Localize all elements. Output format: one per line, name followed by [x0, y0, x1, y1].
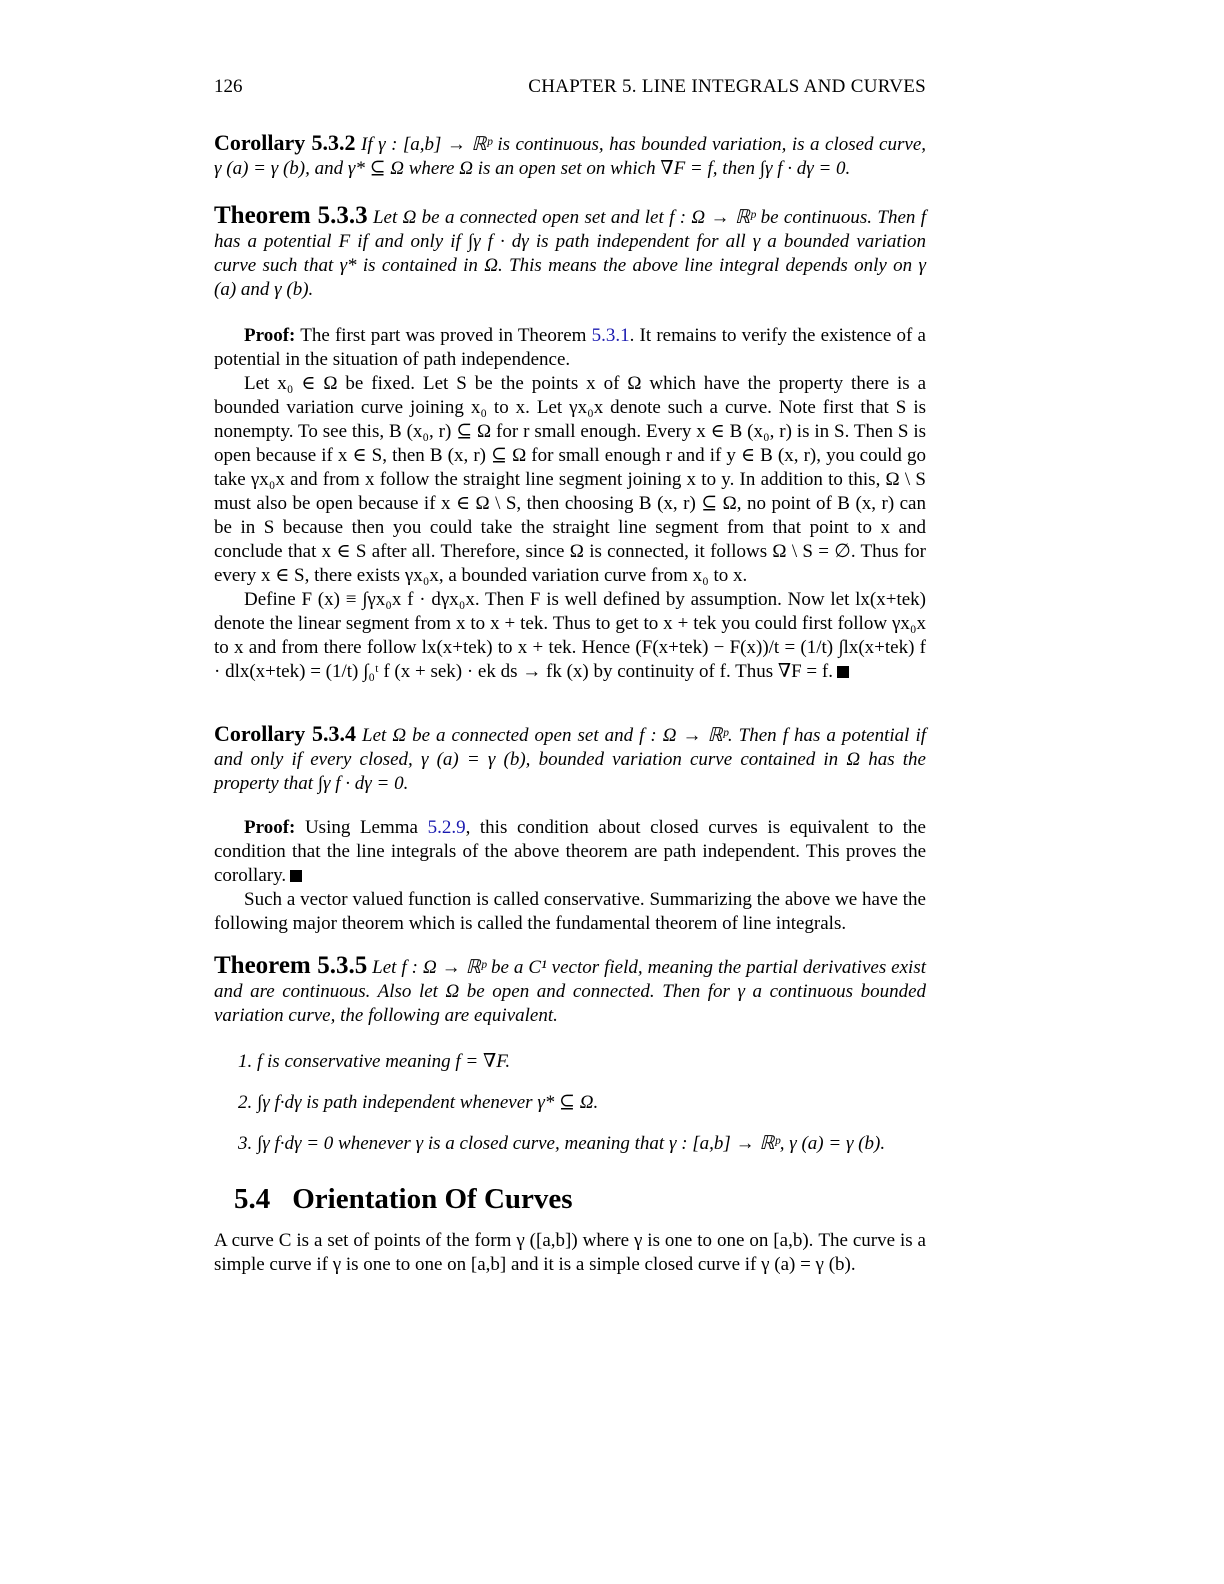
- chapter-title: CHAPTER 5. LINE INTEGRALS AND CURVES: [528, 76, 926, 97]
- theorem-link[interactable]: 5.3.1: [591, 325, 630, 346]
- section-number: 5.4: [234, 1183, 271, 1215]
- theorem-5-3-5: [214, 954, 926, 1028]
- proof-5-3-3: [214, 324, 926, 684]
- section-heading: [234, 1183, 573, 1216]
- proof-label: Proof:: [244, 817, 296, 838]
- conservative-paragraph: Such a vector valued function is called conservative. Summarizing the above we have the following major theorem which is called the fundamental theorem of line integrals.: [214, 889, 926, 934]
- lemma-link[interactable]: 5.2.9: [427, 817, 466, 838]
- proof-text-a: The first part was proved in Theorem: [300, 325, 587, 346]
- qed-icon: [290, 870, 302, 882]
- list-item: 1. f is conservative meaning f = ∇F.: [238, 1051, 511, 1072]
- proof-text-b: . It remains to verify the existence of a potential in the situation of path independence.: [214, 325, 926, 370]
- theorem-text: Let Ω be a connected open set and let f : Ω → ℝᵖ be continuous. Then f has a potential F if and only if ∫γ f · dγ is path independent for all γ a bounded variation curve such that γ* is contained in Ω. This means the above line integral depends only on γ (a) and γ (b).: [214, 207, 926, 300]
- corollary-5-3-2: [214, 131, 926, 181]
- corollary-5-3-4: [214, 722, 926, 796]
- section-title: Orientation Of Curves: [292, 1183, 573, 1215]
- list-item: 2. ∫γ f·dγ is path independent whenever γ* ⊆ Ω.: [238, 1092, 599, 1113]
- proof-label: Proof:: [244, 325, 296, 346]
- qed-icon: [837, 666, 849, 678]
- theorem-label: Theorem 5.3.5: [214, 952, 368, 979]
- section-text: [214, 1229, 926, 1277]
- proof-paragraph-2: Let x₀ ∈ Ω be fixed. Let S be the points x of Ω which have the property there is a bounded variation curve joining x₀ to x. Let γx₀x denote such a curve. Note first that S is nonempty. To see this, B (x₀, r) ⊆ Ω for r small enough. Every x ∈ B (x₀, r) is in S. Then S is open because if x ∈ S, then B (x, r) ⊆ Ω for small enough r and if y ∈ B (x, r), you could go take γx₀x and from x follow the straight line segment joining x to y. In addition to this, Ω \ S must also be open because if x ∈ Ω \ S, then choosing B (x, r) ⊆ Ω, no point of B (x, r) can be in S because then you could take the straight line segment from that point to x and conclude that x ∈ S after all. Therefore, since Ω is connected, it follows Ω \ S = ∅. Thus for every x ∈ S, there exists γx₀x, a bounded variation curve from x₀ to x.: [214, 373, 926, 586]
- theorem-text: Let f : Ω → ℝᵖ be a C¹ vector field, meaning the partial derivatives exist and are continuous. Also let Ω be open and connected. Then for γ a continuous bounded variation curve, the following are equivalent.: [214, 957, 926, 1026]
- proof-5-3-4: [214, 816, 926, 936]
- theorem-label: Theorem 5.3.3: [214, 202, 368, 229]
- corollary-label: Corollary 5.3.4: [214, 721, 357, 746]
- theorem-5-3-3: [214, 204, 926, 302]
- corollary-text: Let Ω be a connected open set and f : Ω → ℝᵖ. Then f has a potential if and only if every closed, γ (a) = γ (b), bounded variation curve contained in Ω has the property that ∫γ f · dγ = 0.: [214, 725, 927, 794]
- page-number: 126: [214, 76, 243, 97]
- section-paragraph: A curve C is a set of points of the form γ ([a,b]) where γ is one to one on [a,b). The curve is a simple curve if γ is one to one on [a,b] and it is a simple closed curve if γ (a) = γ (b).: [214, 1230, 926, 1275]
- corollary-text: If γ : [a,b] → ℝᵖ is continuous, has bounded variation, is a closed curve, γ (a) = γ (b), and γ* ⊆ Ω where Ω is an open set on which ∇F = f, then ∫γ f · dγ = 0.: [214, 134, 926, 179]
- list-item: 3. ∫γ f·dγ = 0 whenever γ is a closed curve, meaning that γ : [a,b] → ℝᵖ, γ (a) = γ (b).: [238, 1133, 886, 1154]
- proof-text-a: Using Lemma: [304, 817, 418, 838]
- corollary-label: Corollary 5.3.2: [214, 130, 356, 155]
- proof-paragraph-3: Define F (x) ≡ ∫γx₀x f · dγx₀x. Then F is well defined by assumption. Now let lx(x+tek) denote the linear segment from x to x + tek. Thus to get to x + tek you could first follow γx₀x to x and from there follow lx(x+tek) to x + tek. Hence (F(x+tek) − F(x))/t = (1/t) ∫lx(x+tek) f · dlx(x+tek) = (1/t) ∫₀ᵗ f (x + sek) · ek ds → fk (x) by continuity of f. Thus ∇F = f.: [214, 589, 926, 682]
- equivalence-list: [238, 1050, 926, 1156]
- proof-text-b: , this condition about closed curves is equivalent to the condition that the line integrals of the above theorem are path independent. This proves the corollary.: [214, 817, 926, 886]
